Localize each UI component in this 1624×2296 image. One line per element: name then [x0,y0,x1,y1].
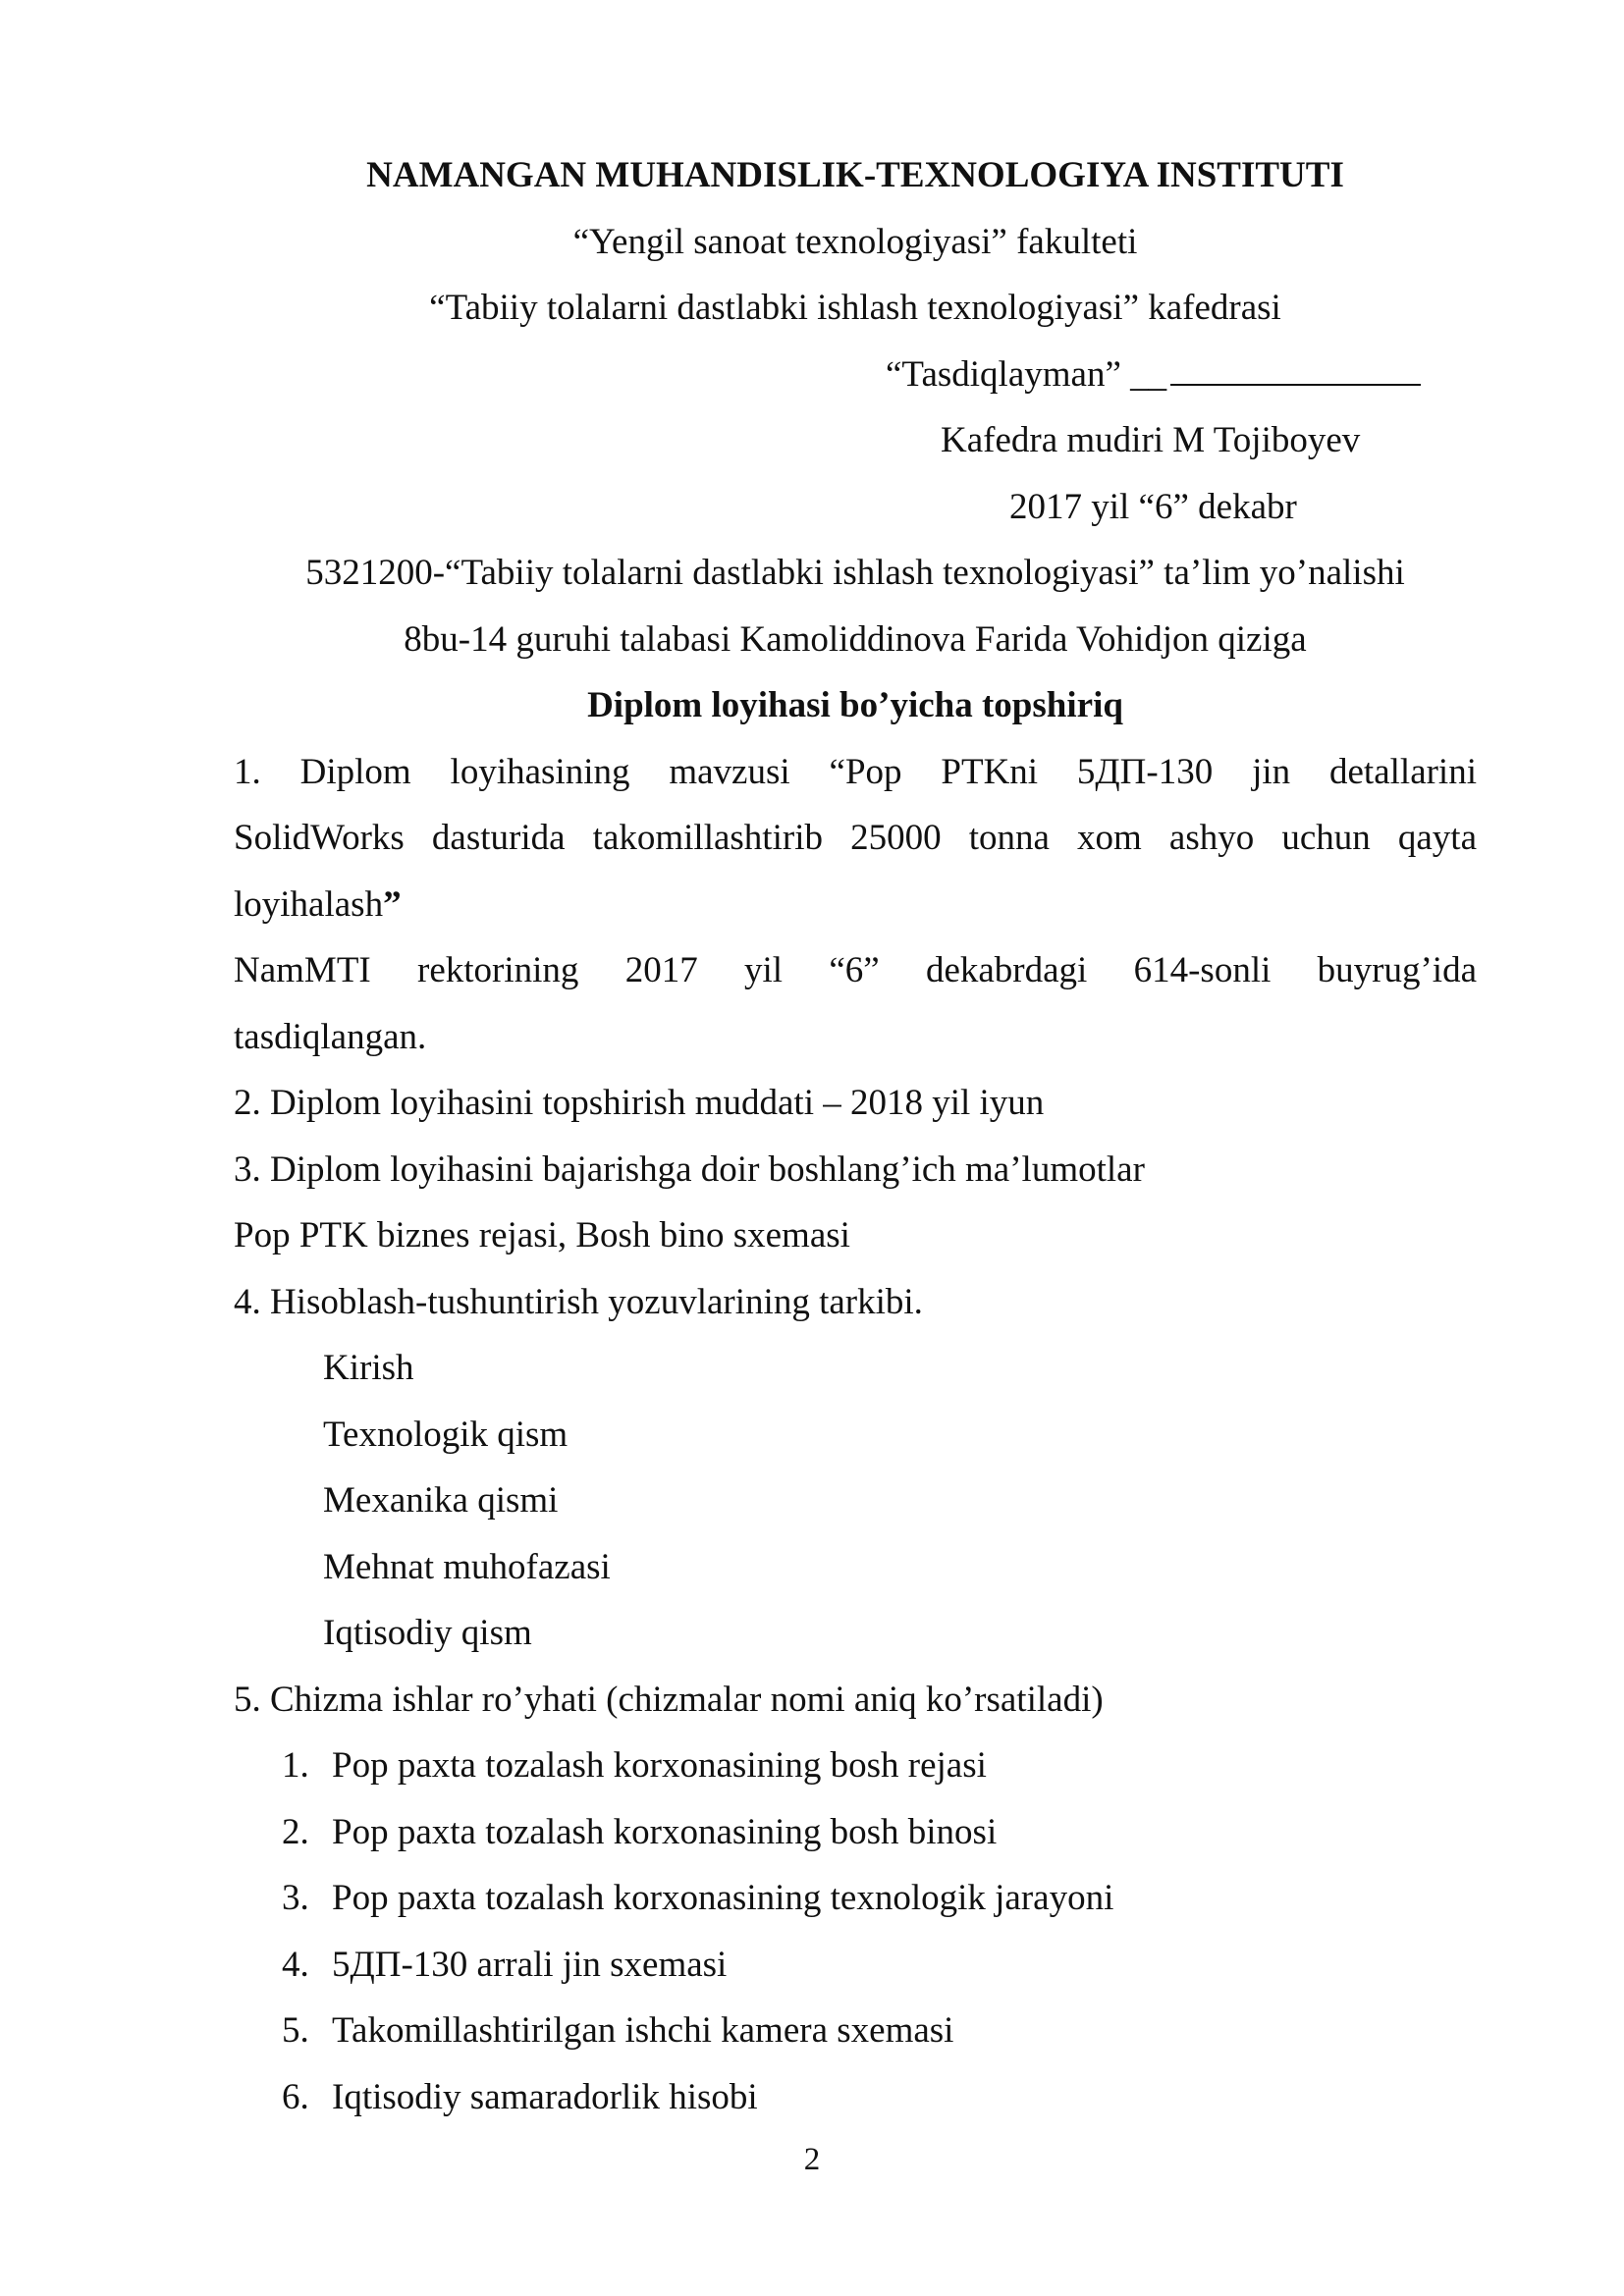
drawing-number: 3. [282,1878,309,1918]
item1-closing-quote: ” [383,883,402,925]
item1-line2: SolidWorks dasturida takomillashtirib 25000 tonna xom ashyo uchun qayta [234,818,1477,858]
drawing-number: 1. [282,1745,309,1786]
item4-title: 4. Hisoblash-tushuntirish yozuvlarining tarkibi. [234,1281,923,1322]
item3-text: Pop PTK biznes rejasi, Bosh bino sxemasi [234,1215,850,1255]
section-item: Mexanika qismi [323,1480,559,1521]
drawing-number: 2. [282,1811,309,1852]
signature-line [1170,354,1421,386]
approval-date: 2017 yil “6” dekabr [1009,486,1297,527]
approval-line [234,342,1477,408]
section-item: Mehnat muhofazasi [323,1546,611,1587]
item5-title: 5. Chizma ishlar ro’yhati (chizmalar nomi aniq ko’rsatiladi) [234,1679,1104,1720]
section-item: Kirish [323,1348,414,1388]
item2-deadline: 2. Diplom loyihasini topshirish muddati – 2018 yil iyun [234,1083,1045,1123]
section-item: Iqtisodiy qism [323,1613,532,1653]
study-direction: 5321200-“Tabiiy tolalarni dastlabki ishlash texnologiyasi” ta’lim yo’nalishi [305,553,1405,593]
drawing-text: Pop paxta tozalash korxonasining texnologik jarayoni [332,1878,1114,1918]
faculty-name: “Yengil sanoat texnologiyasi” fakulteti [572,221,1138,262]
section-item: Texnologik qism [323,1414,568,1455]
student-group: 8bu-14 guruhi talabasi Kamoliddinova Farida Vohidjon qiziga [404,618,1307,660]
page-number: 2 [803,2142,821,2177]
drawing-item [234,1733,1477,1799]
item3-title: 3. Diplom loyihasini bajarishga doir boshlang’ich ma’lumotlar [234,1148,1145,1190]
drawing-item [234,1865,1477,1932]
drawing-text: Iqtisodiy samaradorlik hisobi [332,2076,758,2117]
drawing-number: 5. [282,2010,309,2051]
department-name: “Tabiiy tolalarni dastlabki ishlash texnologiyasi” kafedrasi [429,288,1281,328]
drawing-item [234,2064,1477,2131]
drawing-text: Pop paxta tozalash korxonasining bosh rejasi [332,1745,987,1786]
drawing-number: 6. [282,2076,309,2117]
drawing-item [234,1932,1477,1999]
drawing-item [234,1998,1477,2064]
approval-label: “Tasdiqlayman” __ [886,353,1167,395]
item1-line3-text: loyihalash [234,883,384,925]
drawings-list [234,1733,1477,2130]
institute-name: NAMANGAN MUHANDISLIK-TEXNOLOGIYA INSTITUTI [366,155,1344,195]
item1-line1: 1. Diplom loyihasining mavzusi “Pop PTKni 5ДП-130 jin detallarini [234,751,1477,792]
drawing-text: Takomillashtirilgan ishchi kamera sxemasi [332,2010,954,2051]
drawing-text: 5ДП-130 arrali jin sxemasi [332,1944,728,1985]
drawing-text: Pop paxta tozalash korxonasining bosh binosi [332,1811,998,1852]
document-page [234,142,1477,2130]
assignment-title: Diplom loyihasi bo’yicha topshiriq [587,685,1123,725]
order-line2: tasdiqlangan. [234,1016,427,1057]
order-line1: NamMTI rektorining 2017 yil “6” dekabrdagi 614-sonli buyrug’ida [234,950,1477,990]
department-head: Kafedra mudiri M Tojiboyev [941,420,1361,460]
drawing-item [234,1799,1477,1866]
item1-line3 [234,872,1477,938]
drawing-number: 4. [282,1944,309,1985]
